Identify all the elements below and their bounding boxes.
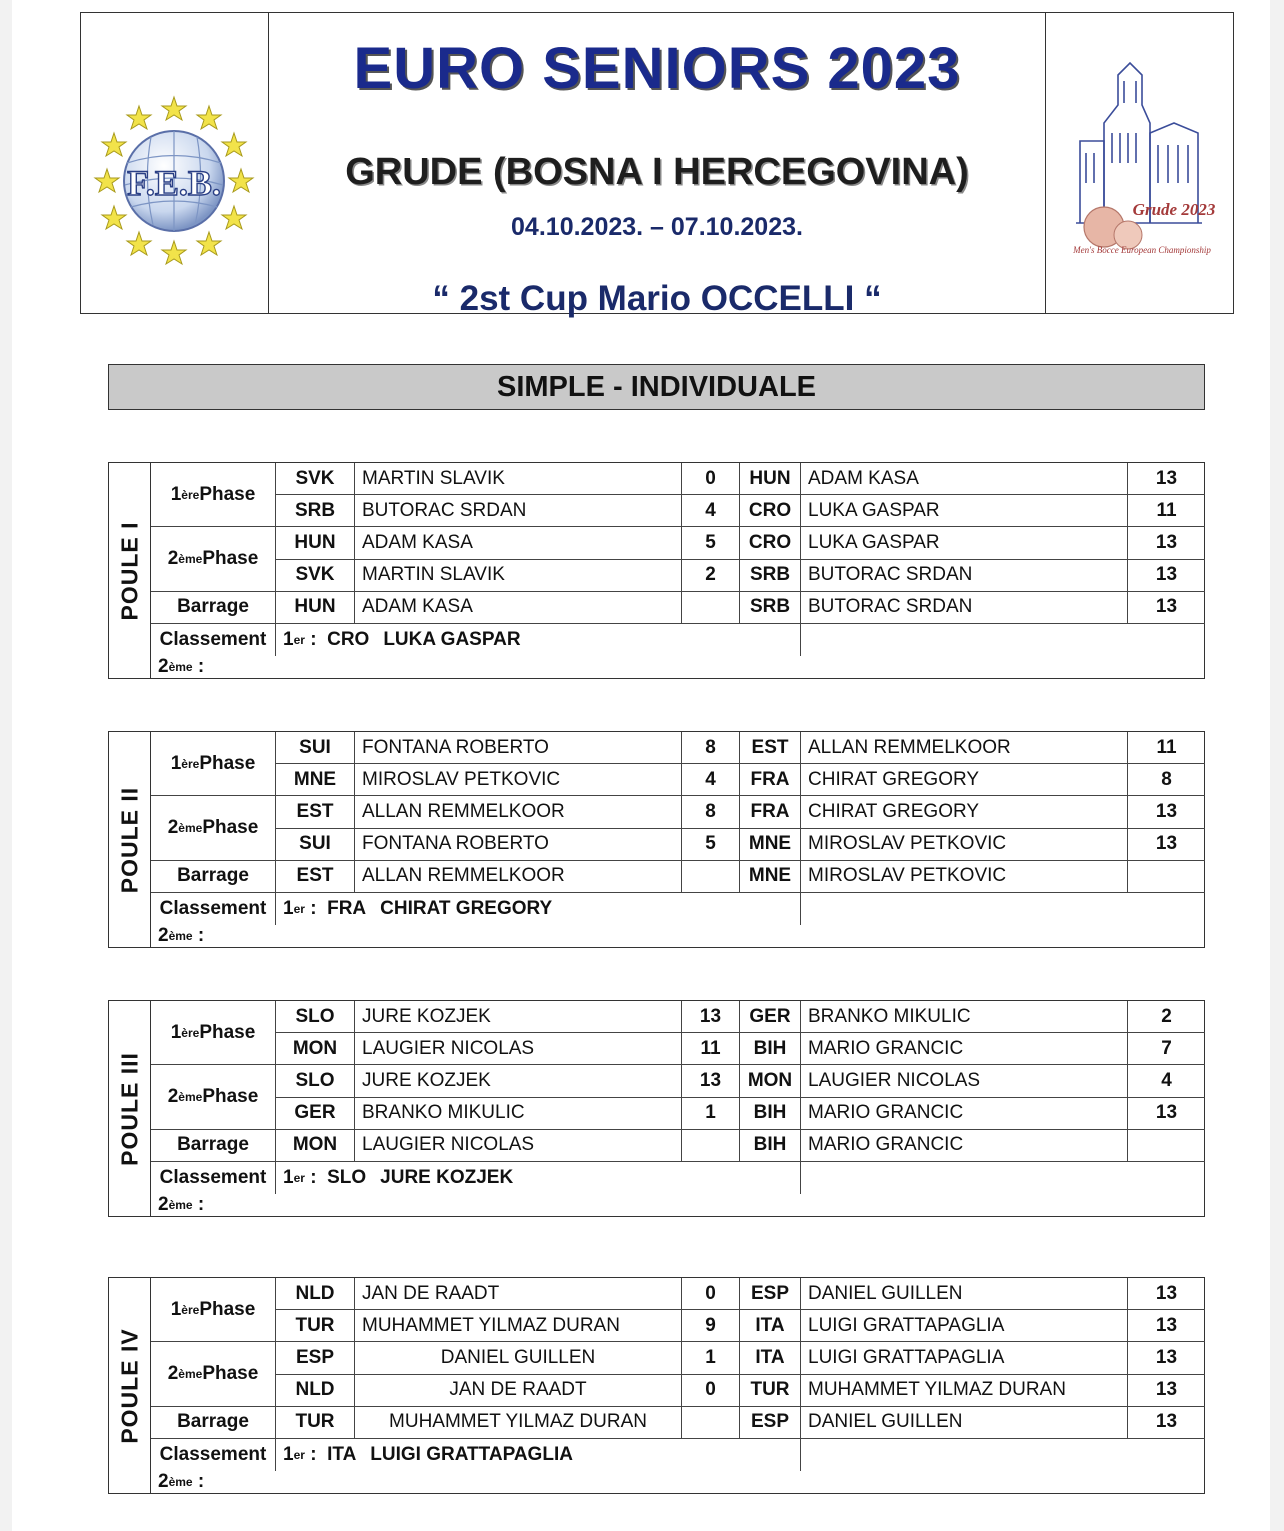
player2-score: 7 [1128, 1033, 1205, 1065]
player1-score [682, 1407, 740, 1439]
event-dates: 04.10.2023. – 07.10.2023. [511, 213, 803, 241]
player2-country: MON [740, 1065, 801, 1097]
player1-name: BRANKO MIKULIC [355, 1098, 682, 1130]
player1-name: JURE KOZJEK [355, 1065, 682, 1097]
player1-country: NLD [276, 1375, 355, 1407]
player1-country: SLO [276, 1001, 355, 1033]
player2-name: ADAM KASA [801, 463, 1128, 495]
player1-name: ADAM KASA [355, 592, 682, 624]
player2-score: 13 [1128, 829, 1205, 861]
player1-score: 5 [682, 527, 740, 559]
player1-country: MNE [276, 764, 355, 796]
phase-1-label-word: Phase [199, 483, 256, 505]
player1-country: MON [276, 1130, 355, 1162]
player2-name: LUKA GASPAR [801, 527, 1128, 559]
first-place-colon: : [310, 897, 317, 919]
player1-name: MARTIN SLAVIK [355, 463, 682, 495]
section-title: SIMPLE - INDIVIDUALE [108, 364, 1205, 410]
player2-score: 13 [1128, 463, 1205, 495]
player1-country: MON [276, 1033, 355, 1065]
player2-country: CRO [740, 495, 801, 527]
phase-2-label-num: 2 [167, 1362, 179, 1384]
phase-1-label: 1 ère Phase [151, 1278, 276, 1342]
player2-name: MIROSLAV PETKOVIC [801, 861, 1128, 893]
phase-1-label-num: 1 [170, 483, 182, 505]
second-place-colon: : [197, 925, 205, 946]
pool-table [108, 731, 1205, 948]
player2-name: LAUGIER NICOLAS [801, 1065, 1128, 1097]
phase-2-label-word: Phase [202, 1085, 259, 1107]
player2-score: 13 [1128, 1375, 1205, 1407]
pool-table [108, 1277, 1205, 1494]
event-location: GRUDE (BOSNA I HERCEGOVINA) [345, 151, 969, 193]
header-box [80, 12, 1234, 318]
player1-name: MIROSLAV PETKOVIC [355, 764, 682, 796]
barrage-label: Barrage [151, 1407, 276, 1439]
classement-label: Classement [151, 893, 276, 925]
player1-name: FONTANA ROBERTO [355, 829, 682, 861]
player2-country: CRO [740, 527, 801, 559]
svg-text:Men's Bocce European Champions: Men's Bocce European Championship [1073, 245, 1211, 255]
first-place-name: LUIGI GRATTAPAGLIA [370, 1443, 573, 1465]
svg-text:F.E.B.: F.E.B. [127, 163, 221, 203]
player2-country: ITA [740, 1342, 801, 1374]
player1-name: ALLAN REMMELKOOR [355, 796, 682, 828]
phase-1-label-num: 1 [170, 1298, 182, 1320]
player2-score: 13 [1128, 1342, 1205, 1374]
player1-country: SRB [276, 495, 355, 527]
player2-name: DANIEL GUILLEN [801, 1407, 1128, 1439]
phase-2-label-word: Phase [202, 547, 259, 569]
player2-country: TUR [740, 1375, 801, 1407]
phase-1-label-num: 1 [170, 752, 182, 774]
second-place-num: 2 [158, 656, 169, 677]
player2-name: DANIEL GUILLEN [801, 1278, 1128, 1310]
player1-score: 8 [682, 732, 740, 764]
second-place: 2 ème : [158, 1471, 205, 1492]
player2-name: MIROSLAV PETKOVIC [801, 829, 1128, 861]
player1-score: 5 [682, 829, 740, 861]
phase-2-label: 2 ème Phase [151, 1342, 276, 1406]
player1-score: 1 [682, 1342, 740, 1374]
first-place: 1 er : FRA CHIRAT GREGORY [276, 893, 801, 925]
player2-country: ITA [740, 1310, 801, 1342]
pool-label [109, 1001, 151, 1216]
first-place-colon: : [310, 1166, 317, 1188]
player1-country: GER [276, 1098, 355, 1130]
player1-score: 0 [682, 1375, 740, 1407]
first-place: 1 er : ITA LUIGI GRATTAPAGLIA [276, 1439, 801, 1471]
player1-country: TUR [276, 1310, 355, 1342]
phase-1-label: 1 ère Phase [151, 732, 276, 796]
player2-name: CHIRAT GREGORY [801, 764, 1128, 796]
player1-name: JAN DE RAADT [355, 1375, 682, 1407]
header-titles [269, 13, 1045, 318]
player1-name: MARTIN SLAVIK [355, 560, 682, 592]
player1-country: EST [276, 796, 355, 828]
first-place-country: ITA [327, 1443, 357, 1465]
first-place-country: FRA [327, 897, 367, 919]
pool-table [108, 1000, 1205, 1217]
player2-name: MARIO GRANCIC [801, 1098, 1128, 1130]
grude-2023-logo [1045, 13, 1233, 313]
player2-score: 13 [1128, 527, 1205, 559]
classement-label: Classement [151, 1162, 276, 1194]
player1-score: 11 [682, 1033, 740, 1065]
pool-name: POULE II [116, 786, 142, 893]
player2-country: MNE [740, 861, 801, 893]
player2-score: 11 [1128, 732, 1205, 764]
player1-country: SVK [276, 463, 355, 495]
second-place: 2 ème : [158, 925, 205, 946]
classement-label: Classement [151, 624, 276, 656]
player2-name: BRANKO MIKULIC [801, 1001, 1128, 1033]
pool-name: POULE III [116, 1051, 142, 1166]
feb-logo-emblem [81, 13, 267, 313]
phase-1-label-num: 1 [170, 1021, 182, 1043]
first-place-colon: : [310, 1443, 317, 1465]
event-title: EURO SENIORS 2023 [353, 36, 961, 101]
player2-score: 11 [1128, 495, 1205, 527]
phase-1-label: 1 ère Phase [151, 463, 276, 527]
phase-2-label: 2 ème Phase [151, 527, 276, 591]
player1-name: MUHAMMET YILMAZ DURAN [355, 1407, 682, 1439]
first-place: 1 er : CRO LUKA GASPAR [276, 624, 801, 656]
player2-name: MUHAMMET YILMAZ DURAN [801, 1375, 1128, 1407]
player2-country: GER [740, 1001, 801, 1033]
player1-country: SUI [276, 732, 355, 764]
player2-score: 13 [1128, 1407, 1205, 1439]
first-place-num: 1 [283, 897, 294, 919]
first-place-country: CRO [327, 628, 370, 650]
first-place-num: 1 [283, 1166, 294, 1188]
player2-name: MARIO GRANCIC [801, 1033, 1128, 1065]
player1-country: EST [276, 861, 355, 893]
cup-name: “ 2st Cup Mario OCCELLI “ [432, 279, 882, 318]
player1-name: FONTANA ROBERTO [355, 732, 682, 764]
barrage-label: Barrage [151, 861, 276, 893]
player1-name: LAUGIER NICOLAS [355, 1130, 682, 1162]
player1-name: ALLAN REMMELKOOR [355, 861, 682, 893]
phase-2-label-word: Phase [202, 1362, 259, 1384]
player1-score [682, 1130, 740, 1162]
player2-name: LUIGI GRATTAPAGLIA [801, 1342, 1128, 1374]
player2-score [1128, 861, 1205, 893]
phase-2-label: 2 ème Phase [151, 796, 276, 860]
player1-country: SLO [276, 1065, 355, 1097]
player2-score: 13 [1128, 796, 1205, 828]
player1-score: 13 [682, 1065, 740, 1097]
pool-grid [151, 732, 1204, 947]
player2-country: ESP [740, 1407, 801, 1439]
phase-1-label-word: Phase [199, 752, 256, 774]
phase-1-label-word: Phase [199, 1298, 256, 1320]
player1-name: DANIEL GUILLEN [355, 1342, 682, 1374]
first-place-name: CHIRAT GREGORY [380, 897, 553, 919]
player1-score: 1 [682, 1098, 740, 1130]
pool-name: POULE IV [116, 1327, 142, 1444]
second-place-colon: : [197, 1471, 205, 1492]
first-place-name: LUKA GASPAR [383, 628, 521, 650]
player2-country: MNE [740, 829, 801, 861]
player1-country: NLD [276, 1278, 355, 1310]
player2-name: LUIGI GRATTAPAGLIA [801, 1310, 1128, 1342]
phase-1-label: 1 ère Phase [151, 1001, 276, 1065]
player2-name: MARIO GRANCIC [801, 1130, 1128, 1162]
player1-score: 0 [682, 1278, 740, 1310]
pool-grid [151, 1278, 1204, 1493]
player1-score: 4 [682, 764, 740, 796]
second-place: 2 ème : [158, 656, 205, 677]
second-place-num: 2 [158, 1471, 169, 1492]
svg-text:Grude 2023: Grude 2023 [1132, 200, 1216, 219]
barrage-label: Barrage [151, 592, 276, 624]
second-place: 2 ème : [158, 1194, 205, 1215]
player2-name: CHIRAT GREGORY [801, 796, 1128, 828]
player2-country: EST [740, 732, 801, 764]
player2-name: LUKA GASPAR [801, 495, 1128, 527]
pool-table [108, 462, 1205, 679]
player2-name: BUTORAC SRDAN [801, 560, 1128, 592]
player2-score: 13 [1128, 1098, 1205, 1130]
player2-country: SRB [740, 560, 801, 592]
phase-2-label-num: 2 [167, 816, 179, 838]
player1-name: LAUGIER NICOLAS [355, 1033, 682, 1065]
phase-1-label-word: Phase [199, 1021, 256, 1043]
first-place-num: 1 [283, 628, 294, 650]
player1-score: 0 [682, 463, 740, 495]
first-place-country: SLO [327, 1166, 367, 1188]
pool-label [109, 732, 151, 947]
player2-name: BUTORAC SRDAN [801, 592, 1128, 624]
church-icon [1076, 63, 1202, 223]
pool-label [109, 463, 151, 678]
classement-label: Classement [151, 1439, 276, 1471]
player2-score: 13 [1128, 592, 1205, 624]
player2-country: FRA [740, 796, 801, 828]
player1-name: MUHAMMET YILMAZ DURAN [355, 1310, 682, 1342]
phase-2-label-num: 2 [167, 547, 179, 569]
player2-score: 8 [1128, 764, 1205, 796]
player1-name: BUTORAC SRDAN [355, 495, 682, 527]
player2-score: 4 [1128, 1065, 1205, 1097]
player2-country: BIH [740, 1130, 801, 1162]
player1-score: 2 [682, 560, 740, 592]
first-place-name: JURE KOZJEK [380, 1166, 514, 1188]
barrage-label: Barrage [151, 1130, 276, 1162]
player1-score: 9 [682, 1310, 740, 1342]
first-place-colon: : [310, 628, 317, 650]
player1-score: 8 [682, 796, 740, 828]
player1-country: SVK [276, 560, 355, 592]
second-place-num: 2 [158, 1194, 169, 1215]
phase-2-label: 2 ème Phase [151, 1065, 276, 1129]
first-place-num: 1 [283, 1443, 294, 1465]
player1-name: ADAM KASA [355, 527, 682, 559]
player2-country: FRA [740, 764, 801, 796]
player2-country: HUN [740, 463, 801, 495]
first-place: 1 er : SLO JURE KOZJEK [276, 1162, 801, 1194]
player2-score: 13 [1128, 1278, 1205, 1310]
player1-score: 13 [682, 1001, 740, 1033]
player1-country: HUN [276, 527, 355, 559]
church-logo-emblem [1046, 13, 1232, 313]
player2-country: BIH [740, 1033, 801, 1065]
player1-score [682, 861, 740, 893]
player1-score [682, 592, 740, 624]
player2-country: BIH [740, 1098, 801, 1130]
pool-name: POULE I [116, 520, 142, 621]
player2-score [1128, 1130, 1205, 1162]
player1-country: SUI [276, 829, 355, 861]
feb-logo [81, 13, 269, 313]
player1-country: HUN [276, 592, 355, 624]
second-place-colon: : [197, 656, 205, 677]
phase-2-label-num: 2 [167, 1085, 179, 1107]
player2-country: SRB [740, 592, 801, 624]
player2-score: 2 [1128, 1001, 1205, 1033]
second-place-num: 2 [158, 925, 169, 946]
player1-country: TUR [276, 1407, 355, 1439]
player2-country: ESP [740, 1278, 801, 1310]
player2-score: 13 [1128, 1310, 1205, 1342]
player1-score: 4 [682, 495, 740, 527]
second-place-colon: : [197, 1194, 205, 1215]
player1-country: ESP [276, 1342, 355, 1374]
player2-score: 13 [1128, 560, 1205, 592]
pool-grid [151, 1001, 1204, 1216]
player2-name: ALLAN REMMELKOOR [801, 732, 1128, 764]
pool-grid [151, 463, 1204, 678]
player1-name: JURE KOZJEK [355, 1001, 682, 1033]
phase-2-label-word: Phase [202, 816, 259, 838]
pool-label [109, 1278, 151, 1493]
player1-name: JAN DE RAADT [355, 1278, 682, 1310]
